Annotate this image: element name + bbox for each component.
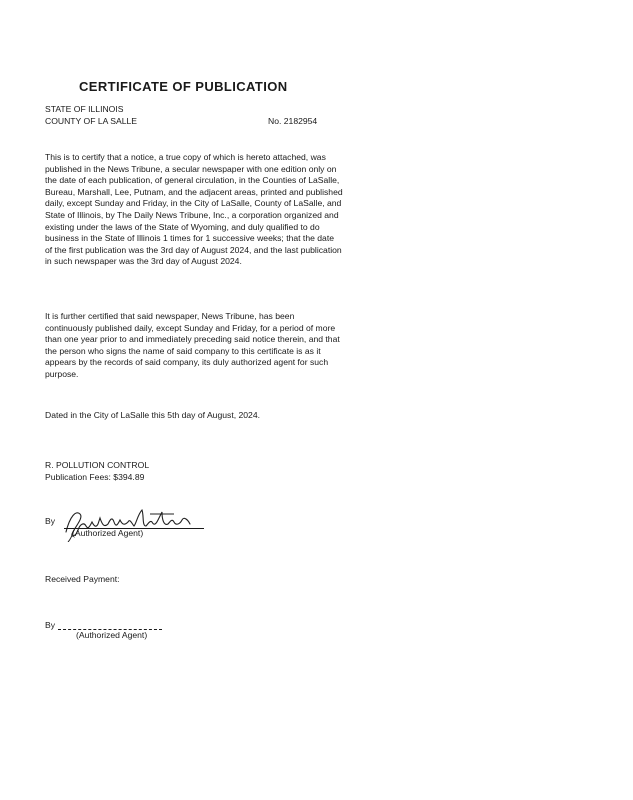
county-line: COUNTY OF LA SALLE — [45, 116, 138, 126]
by-label: By — [45, 516, 56, 526]
certificate-title: CERTIFICATE OF PUBLICATION — [79, 79, 288, 94]
further-certification-paragraph: It is further certified that said newspaper, News Tribune, has been continuously published daily, except Sunday and Friday, for a period of more than one year prior to and immediately preceding said notice therein, and that the person who signs the name of said company to this certificate is as it appears by the records of said company, its duly authorized agent for such purpose. — [45, 311, 340, 379]
state-line: STATE OF ILLINOIS — [45, 104, 124, 114]
certification-paragraph: This is to certify that a notice, a true copy of which is hereto attached, was published in the News Tribune, a secular newspaper with one edition only on the date of each publication, of general circulation, in the Counties of LaSalle, Bureau, Marshall, Lee, Putnam, and the adjacent areas, printed and published daily, except Sunday and Friday, in the City of LaSalle, County of LaSalle, and State of Illinois, by The Daily News Tribune, Inc., a corporation organized and existing under the laws of the State of Wyoming, and duly qualified to do business in the State of Illinois 1 times for 1 successive weeks; that the date of the first publication was the 3rd day of August 2024, and the last publication in such newspaper was the 3rd day of August 2024. — [45, 152, 343, 267]
client-name: R. POLLUTION CONTROL — [45, 460, 150, 470]
by-label-2: By — [45, 620, 56, 630]
publication-fees: Publication Fees: $394.89 — [45, 472, 145, 482]
authorized-agent-caption: (Authorized Agent) — [72, 528, 144, 538]
certificate-number: No. 2182954 — [268, 116, 318, 126]
received-payment-label: Received Payment: — [45, 574, 120, 584]
authorized-agent-caption-2: (Authorized Agent) — [76, 630, 148, 640]
dated-line: Dated in the City of LaSalle this 5th day of August, 2024. — [45, 410, 260, 420]
